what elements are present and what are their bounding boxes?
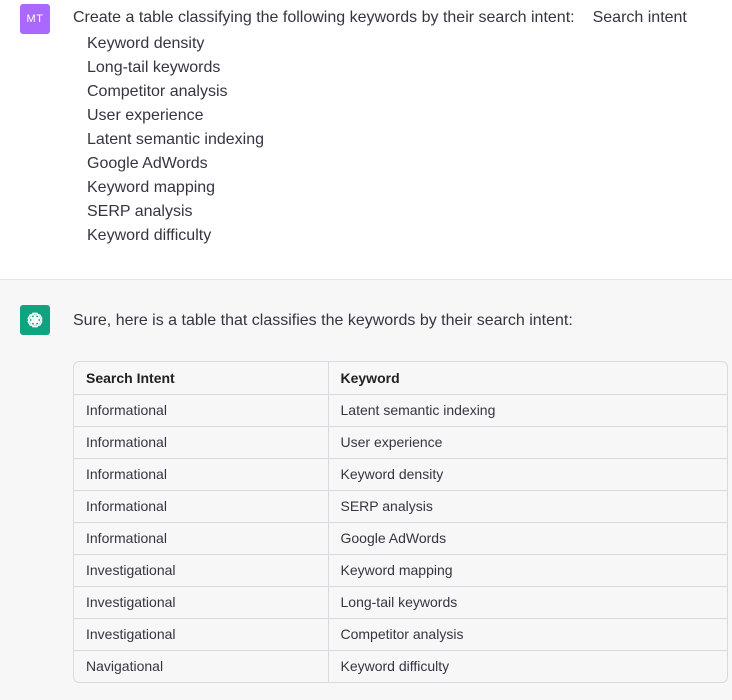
table-row <box>74 394 727 426</box>
table-cell: Keyword difficulty <box>340 658 450 675</box>
table-row <box>74 586 727 618</box>
table-cell: Competitor analysis <box>328 618 727 650</box>
user-prompt-text: Create a table classifying the following keywords by their search intent: <box>73 9 575 26</box>
keyword-item: Competitor analysis <box>87 83 228 100</box>
table-row <box>74 426 727 458</box>
keyword-item: User experience <box>87 107 204 124</box>
table-row <box>74 458 727 490</box>
table-cell: Informational <box>74 458 328 490</box>
intent-table <box>73 361 728 683</box>
table-cell: Keyword density <box>328 458 727 490</box>
table-cell: Informational <box>74 426 328 458</box>
table-cell: Keyword mapping <box>328 554 727 586</box>
table-cell: Investigational <box>74 618 328 650</box>
user-prompt <box>73 8 687 28</box>
table-cell: Informational <box>74 490 328 522</box>
table-cell: Investigational <box>74 554 328 586</box>
table-cell: Navigational <box>74 650 328 682</box>
table-cell: User experience <box>328 426 727 458</box>
user-prompt-suffix: Search intent <box>592 9 687 26</box>
assistant-message <box>0 280 732 700</box>
user-message <box>0 0 732 280</box>
assistant-intro: Sure, here is a table that classifies the keywords by their search intent: <box>73 312 573 329</box>
table-row <box>74 554 727 586</box>
keyword-item: Keyword difficulty <box>87 227 212 244</box>
table-cell: Google AdWords <box>328 522 727 554</box>
table-cell: SERP analysis <box>328 490 727 522</box>
keyword-item: Google AdWords <box>87 155 208 172</box>
table-cell: Investigational <box>74 586 328 618</box>
table-cell: Informational <box>74 522 328 554</box>
keyword-item: Keyword density <box>87 35 205 52</box>
table-row <box>74 650 727 682</box>
table-row <box>74 522 727 554</box>
keyword-item: SERP analysis <box>87 203 193 220</box>
table-header: Keyword <box>328 362 727 394</box>
table-header: Search Intent <box>74 362 328 394</box>
keyword-item: Keyword mapping <box>87 179 216 196</box>
table-row <box>74 490 727 522</box>
openai-logo-icon <box>20 305 50 335</box>
table-cell: Latent semantic indexing <box>328 394 727 426</box>
table-cell: Long-tail keywords <box>328 586 727 618</box>
keyword-list <box>87 32 264 248</box>
keyword-item: Latent semantic indexing <box>87 131 264 148</box>
user-avatar: MT <box>20 4 50 34</box>
table-header-row <box>74 362 727 394</box>
keyword-item: Long-tail keywords <box>87 59 221 76</box>
table-row <box>74 618 727 650</box>
table-cell: Informational <box>74 394 328 426</box>
